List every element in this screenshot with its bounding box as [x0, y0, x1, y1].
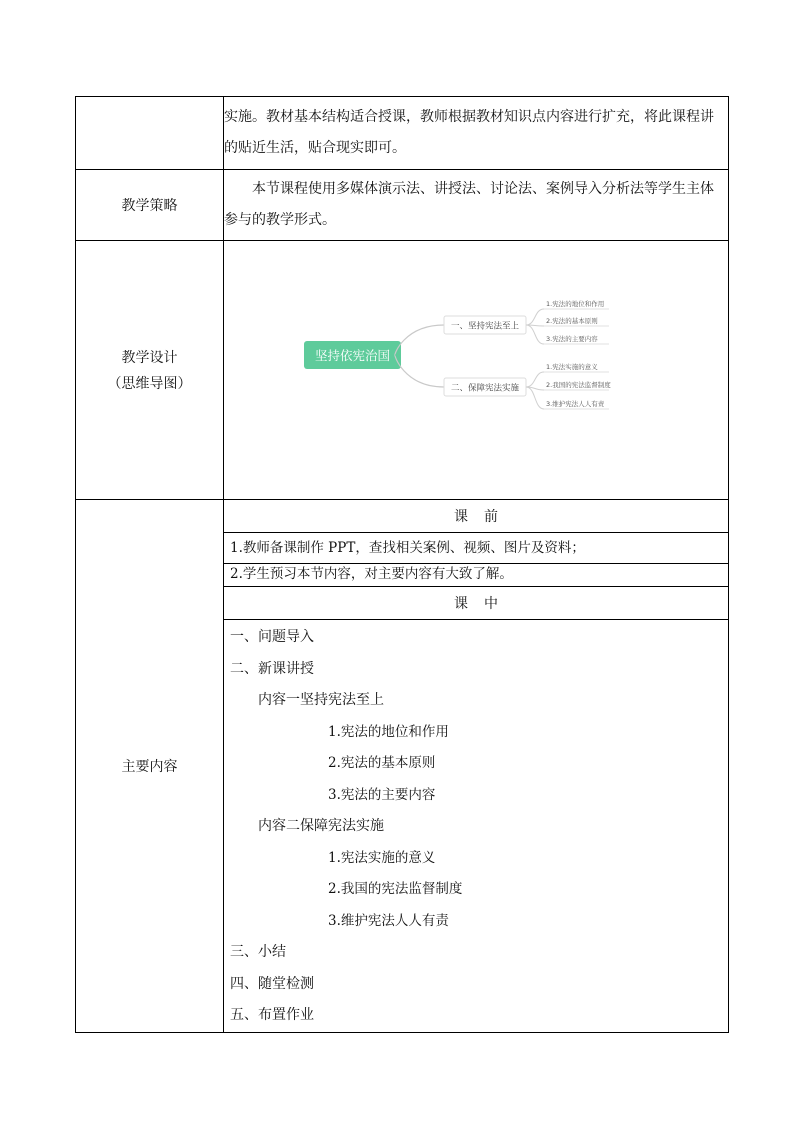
intro-text-line1: 实施。教材基本结构适合授课，教师根据教材知识点内容进行扩充，将此课程讲 [224, 109, 714, 125]
outline-item-13: 五、布置作业 [230, 1007, 314, 1023]
before-item-2: 2.学生预习本节内容，对主要内容有大致了解。 [230, 566, 513, 582]
design-label-line1: 教学设计 [121, 350, 178, 366]
strategy-label: 教学策略 [76, 170, 224, 241]
mindmap-leaf-connector-1-1 [526, 309, 544, 325]
intro-label-cell [76, 97, 224, 170]
mindmap-branch-label-1: 一、坚持宪法至上 [450, 321, 520, 332]
before-items-cell [224, 533, 729, 564]
strategy-text-line2: 参与的教学形式。 [224, 212, 336, 228]
outline-item-5: 2.宪法的基本原则 [328, 755, 436, 771]
outline-item-9: 2.我国的宪法监督制度 [328, 881, 463, 897]
outline-cell [224, 620, 729, 1033]
mindmap-leaf-2-3: 3.维护宪法人人有责 [546, 400, 605, 408]
mindmap-connector-1 [395, 325, 444, 355]
before-item-1: 1.教师备课制作 PPT，查找相关案例、视频、图片及资料； [230, 540, 585, 556]
outline-item-7: 内容二保障宪法实施 [258, 818, 384, 834]
strategy-text-line1: 本节课程使用多媒体演示法、讲授法、讨论法、案例导入分析法等学生主体 [252, 181, 714, 197]
before-items-cell-2 [224, 564, 729, 587]
during-class-header [224, 587, 729, 620]
before-class-header [224, 500, 729, 533]
outline-item-10: 3.维护宪法人人有责 [328, 912, 449, 929]
outline-item-6: 3.宪法的主要内容 [328, 786, 436, 803]
intro-text-line2: 的贴近生活，贴合现实即可。 [224, 140, 406, 156]
mindmap-leaf-connector-1-3 [526, 325, 544, 344]
during-class-header-text: 课中 [454, 596, 514, 612]
intro-text-cell [224, 97, 729, 170]
outline-item-8: 1.宪法实施的意义 [328, 849, 436, 866]
main-content-label: 主要内容 [76, 500, 224, 1033]
design-label-line2: （思维导图） [107, 376, 192, 392]
mindmap-leaf-connector-2-1 [526, 372, 544, 387]
before-header-row [76, 500, 729, 533]
outline-item-12: 四、随堂检测 [230, 975, 314, 992]
mindmap-leaf-2-1: 1.宪法实施的意义 [546, 363, 598, 371]
design-label-cell [76, 241, 224, 500]
mindmap-connector-2 [395, 355, 444, 387]
mindmap-root-label: 坚持依宪治国 [314, 348, 391, 363]
intro-row [76, 97, 729, 170]
outline-item-4: 1.宪法的地位和作用 [328, 723, 449, 740]
outline-item-1: 一、问题导入 [230, 629, 314, 645]
mindmap-leaf-1-2: 2.宪法的基本原则 [546, 317, 598, 325]
strategy-row [76, 170, 729, 241]
before-class-header-text: 课前 [454, 509, 514, 525]
mindmap-diagram [224, 241, 729, 499]
mindmap-leaf-2-2: 2.我国的宪法监督制度 [546, 381, 611, 389]
strategy-text-cell [224, 170, 729, 241]
design-row [76, 241, 729, 500]
mindmap-leaf-1-1: 1.宪法的地位和作用 [546, 300, 605, 308]
mindmap-cell [224, 241, 729, 500]
outline-item-11: 三、小结 [230, 944, 286, 960]
mindmap-leaf-1-3: 3.宪法的主要内容 [546, 335, 598, 343]
outline-item-3: 内容一坚持宪法至上 [258, 692, 384, 708]
outline-item-2: 二、新课讲授 [230, 660, 314, 677]
mindmap-branch-label-2: 二、保障宪法实施 [450, 383, 520, 394]
lesson-plan-table [75, 96, 729, 1033]
